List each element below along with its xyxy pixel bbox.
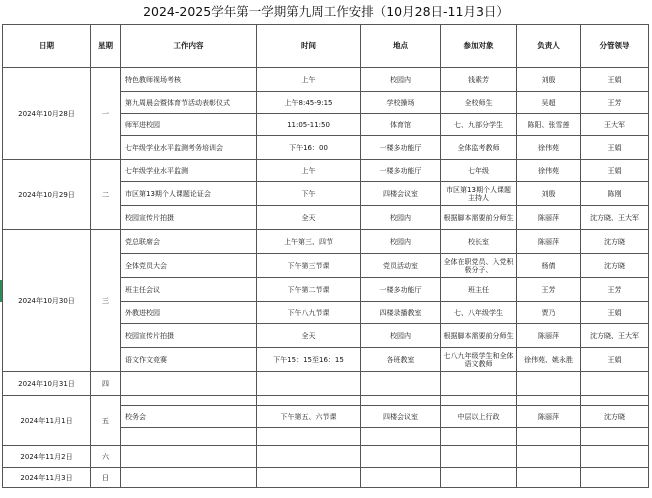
content-cell: 校园宣传片拍摄 bbox=[121, 206, 257, 230]
leader-cell: 王芳 bbox=[581, 92, 649, 114]
weekday-cell: 五 bbox=[91, 396, 121, 446]
time-cell: 11:05-11:50 bbox=[257, 114, 361, 136]
content-cell bbox=[121, 428, 257, 446]
time-cell: 下午16：00 bbox=[257, 136, 361, 160]
attendees-cell: 七、九部分学生 bbox=[441, 114, 517, 136]
leader-cell: 王大军 bbox=[581, 114, 649, 136]
attendees-cell: 全校师生 bbox=[441, 92, 517, 114]
owner-cell: 贾乃 bbox=[517, 302, 581, 324]
place-cell: 校园内 bbox=[361, 206, 441, 230]
header-place: 地点 bbox=[361, 25, 441, 68]
owner-cell: 吴超 bbox=[517, 92, 581, 114]
leader-cell bbox=[581, 468, 649, 488]
leader-cell: 沈方晓 bbox=[581, 254, 649, 278]
owner-cell: 王芳 bbox=[517, 278, 581, 302]
date-cell: 2024年10月28日 bbox=[3, 68, 91, 160]
place-cell: 四楼会议室 bbox=[361, 182, 441, 206]
content-cell bbox=[121, 396, 257, 406]
attendees-cell: 七八九年级学生和全体语文教师 bbox=[441, 348, 517, 372]
leader-cell: 王娟 bbox=[581, 68, 649, 92]
owner-cell bbox=[517, 396, 581, 406]
table-row bbox=[3, 230, 649, 254]
date-cell: 2024年11月3日 bbox=[3, 468, 91, 488]
leader-cell: 沈方晓、王大军 bbox=[581, 324, 649, 348]
leader-cell bbox=[581, 396, 649, 406]
attendees-cell bbox=[441, 396, 517, 406]
weekday-cell: 日 bbox=[91, 468, 121, 488]
date-cell: 2024年10月30日 bbox=[3, 230, 91, 372]
content-cell: 班主任会议 bbox=[121, 278, 257, 302]
time-cell bbox=[257, 428, 361, 446]
header-row bbox=[3, 25, 649, 68]
owner-cell: 杨倩 bbox=[517, 254, 581, 278]
date-cell: 2024年11月1日 bbox=[3, 396, 91, 446]
place-cell bbox=[361, 446, 441, 468]
page-title: 2024-2025学年第一学期第九周工作安排（10月28日-11月3日） bbox=[143, 4, 509, 19]
place-cell: 四楼录播教室 bbox=[361, 302, 441, 324]
leader-cell: 王娟 bbox=[581, 136, 649, 160]
time-cell: 上午8:45-9:15 bbox=[257, 92, 361, 114]
attendees-cell: 全体监考教师 bbox=[441, 136, 517, 160]
table-row bbox=[3, 468, 649, 488]
leader-cell: 王娟 bbox=[581, 302, 649, 324]
attendees-cell: 市区第13期个人课题主持人 bbox=[441, 182, 517, 206]
attendees-cell: 七、八年级学生 bbox=[441, 302, 517, 324]
time-cell: 上午第三、四节 bbox=[257, 230, 361, 254]
header-weekday: 星期 bbox=[91, 25, 121, 68]
leader-cell: 王芳 bbox=[581, 278, 649, 302]
owner-cell: 陈丽萍 bbox=[517, 324, 581, 348]
owner-cell: 陈丽萍 bbox=[517, 206, 581, 230]
place-cell: 校园内 bbox=[361, 324, 441, 348]
place-cell bbox=[361, 428, 441, 446]
time-cell: 全天 bbox=[257, 324, 361, 348]
time-cell: 下午15：15至16：15 bbox=[257, 348, 361, 372]
time-cell bbox=[257, 468, 361, 488]
owner-cell bbox=[517, 468, 581, 488]
table-row bbox=[3, 446, 649, 468]
content-cell: 外教进校园 bbox=[121, 302, 257, 324]
header-owner: 负责人 bbox=[517, 25, 581, 68]
leader-cell: 沈方晓、王大军 bbox=[581, 206, 649, 230]
owner-cell: 徐伟苑 bbox=[517, 136, 581, 160]
time-cell bbox=[257, 372, 361, 396]
place-cell bbox=[361, 468, 441, 488]
attendees-cell bbox=[441, 446, 517, 468]
content-cell: 师军进校园 bbox=[121, 114, 257, 136]
place-cell: 校园内 bbox=[361, 230, 441, 254]
owner-cell: 徐伟苑 bbox=[517, 160, 581, 182]
place-cell bbox=[361, 396, 441, 406]
content-cell bbox=[121, 372, 257, 396]
leader-cell: 王娟 bbox=[581, 160, 649, 182]
time-cell: 上午 bbox=[257, 160, 361, 182]
time-cell: 下午第三节课 bbox=[257, 254, 361, 278]
content-cell: 七年级学业水平监测考务培训会 bbox=[121, 136, 257, 160]
weekday-cell: 四 bbox=[91, 372, 121, 396]
attendees-cell bbox=[441, 468, 517, 488]
content-cell: 第九周晨会暨体育节活动表彰仪式 bbox=[121, 92, 257, 114]
weekday-cell: 六 bbox=[91, 446, 121, 468]
time-cell: 下午第二节课 bbox=[257, 278, 361, 302]
table-row bbox=[3, 396, 649, 406]
content-cell: 校务会 bbox=[121, 406, 257, 428]
content-cell: 校园宣传片拍摄 bbox=[121, 324, 257, 348]
content-cell bbox=[121, 468, 257, 488]
content-cell: 七年级学业水平监测 bbox=[121, 160, 257, 182]
attendees-cell: 班主任 bbox=[441, 278, 517, 302]
weekday-cell: 一 bbox=[91, 68, 121, 160]
table-row bbox=[3, 160, 649, 182]
place-cell: 各班教室 bbox=[361, 348, 441, 372]
time-cell: 下午第五、六节课 bbox=[257, 406, 361, 428]
date-cell: 2024年10月29日 bbox=[3, 160, 91, 230]
schedule-body bbox=[3, 68, 649, 488]
header-time: 时间 bbox=[257, 25, 361, 68]
place-cell: 体育馆 bbox=[361, 114, 441, 136]
owner-cell bbox=[517, 446, 581, 468]
date-cell: 2024年10月31日 bbox=[3, 372, 91, 396]
leader-cell bbox=[581, 428, 649, 446]
owner-cell: 刘殷 bbox=[517, 68, 581, 92]
attendees-cell bbox=[441, 372, 517, 396]
attendees-cell: 根据脚本需要前分师生 bbox=[441, 206, 517, 230]
owner-cell: 陈阳、张雪莲 bbox=[517, 114, 581, 136]
schedule-table bbox=[2, 24, 649, 488]
header-leader: 分管领导 bbox=[581, 25, 649, 68]
attendees-cell: 校长室 bbox=[441, 230, 517, 254]
weekday-cell: 二 bbox=[91, 160, 121, 230]
date-cell: 2024年11月2日 bbox=[3, 446, 91, 468]
attendees-cell: 钱素芳 bbox=[441, 68, 517, 92]
table-row bbox=[3, 372, 649, 396]
header-content: 工作内容 bbox=[121, 25, 257, 68]
header-attendees: 参加对象 bbox=[441, 25, 517, 68]
time-cell: 全天 bbox=[257, 206, 361, 230]
time-cell: 下午八九节课 bbox=[257, 302, 361, 324]
attendees-cell: 根据脚本需要前分师生 bbox=[441, 324, 517, 348]
leader-cell: 沈方晓 bbox=[581, 230, 649, 254]
leader-cell: 沈方晓 bbox=[581, 406, 649, 428]
place-cell: 党员活动室 bbox=[361, 254, 441, 278]
place-cell: 校园内 bbox=[361, 68, 441, 92]
attendees-cell: 中层以上行政 bbox=[441, 406, 517, 428]
content-cell: 特色教师视场考核 bbox=[121, 68, 257, 92]
owner-cell bbox=[517, 428, 581, 446]
content-cell: 市区第13期个人课题论证会 bbox=[121, 182, 257, 206]
place-cell: 学校操场 bbox=[361, 92, 441, 114]
leader-cell bbox=[581, 372, 649, 396]
owner-cell bbox=[517, 372, 581, 396]
leader-cell: 陈刚 bbox=[581, 182, 649, 206]
place-cell: 一楼多功能厅 bbox=[361, 136, 441, 160]
owner-cell: 陈丽萍 bbox=[517, 406, 581, 428]
owner-cell: 刘殷 bbox=[517, 182, 581, 206]
leader-cell bbox=[581, 446, 649, 468]
header-date: 日期 bbox=[3, 25, 91, 68]
attendees-cell: 七年级 bbox=[441, 160, 517, 182]
content-cell bbox=[121, 446, 257, 468]
table-row bbox=[3, 68, 649, 92]
attendees-cell: 全体在职党员、入党积极分子、 bbox=[441, 254, 517, 278]
content-cell: 全体党员大会 bbox=[121, 254, 257, 278]
time-cell: 上午 bbox=[257, 68, 361, 92]
time-cell bbox=[257, 446, 361, 468]
leader-cell: 王娟 bbox=[581, 348, 649, 372]
place-cell: 一楼多功能厅 bbox=[361, 160, 441, 182]
place-cell bbox=[361, 372, 441, 396]
weekday-cell: 三 bbox=[91, 230, 121, 372]
content-cell: 党总联席会 bbox=[121, 230, 257, 254]
place-cell: 一楼多功能厅 bbox=[361, 278, 441, 302]
owner-cell: 徐伟苑、姚永胜 bbox=[517, 348, 581, 372]
place-cell: 四楼会议室 bbox=[361, 406, 441, 428]
time-cell: 下午 bbox=[257, 182, 361, 206]
content-cell: 语文作文竞赛 bbox=[121, 348, 257, 372]
attendees-cell bbox=[441, 428, 517, 446]
time-cell bbox=[257, 396, 361, 406]
owner-cell: 陈丽萍 bbox=[517, 230, 581, 254]
